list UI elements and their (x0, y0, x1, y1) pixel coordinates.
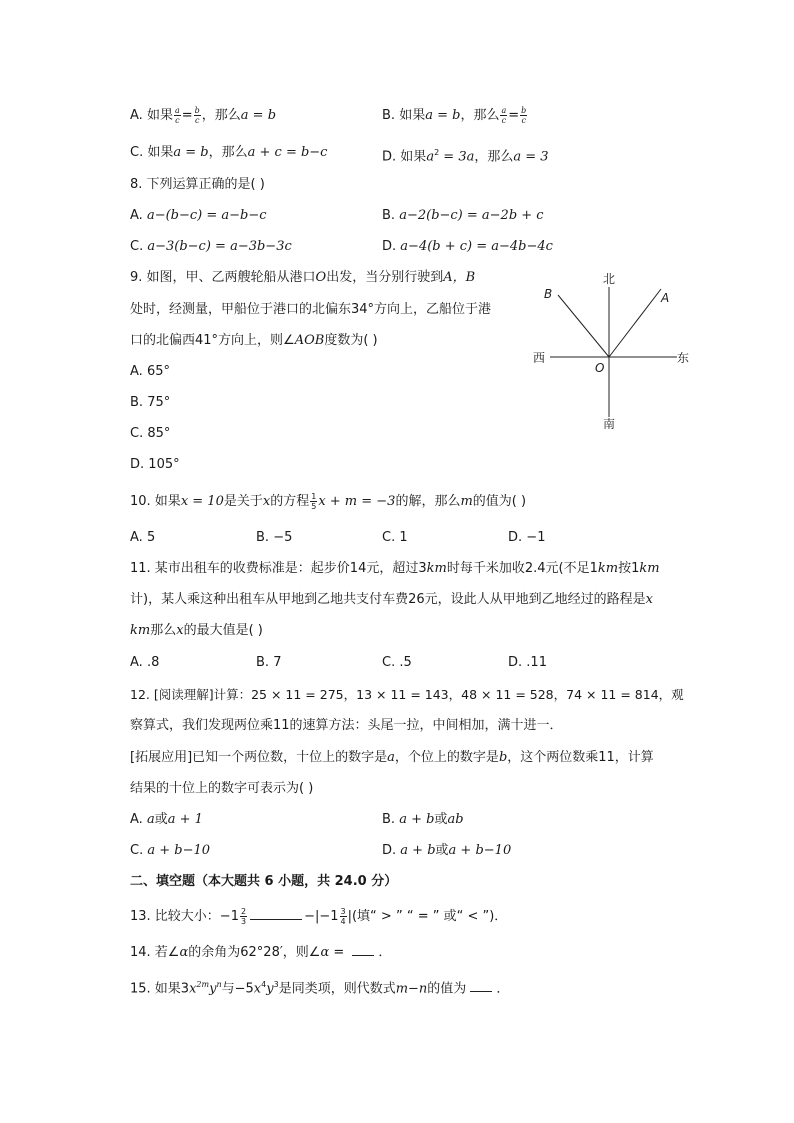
q7-option-a: A. 如果 $\frac{a}{c}$ = $\frac{b}{c}$ ，那么a = b (130, 106, 277, 125)
q11-option-c: C. .5 (382, 655, 412, 670)
label-origin: O (595, 361, 605, 375)
q12-option-a: A. a或a + 1 (130, 812, 203, 827)
label-point-b: B (544, 287, 553, 301)
q14-answer-blank[interactable] (352, 943, 374, 956)
q11-line-1: 11. 某市出租车的收费标准是：起步价14元，超过3km时每千米加收2.4元(不足1km按1km (130, 561, 660, 576)
q7-option-c: C. 如果a = b，那么a + c = b−c (130, 145, 328, 160)
q13-stem: 13. 比较大小：−1 $\frac{2}{3}$ −|−1 $\frac{3}{4}$ |(填“ > ” “ = ” 或“ < ”)． (130, 907, 508, 926)
q10-option-c: C. 1 (382, 530, 408, 545)
section-2-heading: 二、填空题（本大题共 6 小题，共 24.0 分） (130, 874, 398, 889)
q11-option-b: B. 7 (256, 655, 282, 670)
ray-ob (558, 295, 609, 357)
q8-option-a: A. a−(b−c) = a−b−c (130, 208, 267, 223)
q15-answer-blank[interactable] (470, 979, 492, 992)
q9-line-3: 口的北偏西41°方向上，则∠AOB度数为( ) (130, 333, 378, 348)
q11-line-2: 计)，某人乘这种出租车从甲地到乙地共支付车费26元，设此人从甲地到乙地经过的路程是x (130, 592, 653, 607)
q8-stem: 8. 下列运算正确的是( ) (130, 177, 265, 192)
q11-option-a: A. .8 (130, 655, 160, 670)
q9-option-b: B. 75° (130, 395, 171, 410)
q8-option-d: D. a−4(b + c) = a−4b−4c (382, 239, 553, 254)
q11-line-3: km那么x的最大值是( ) (130, 623, 263, 638)
q12-line-4: 结果的十位上的数字可表示为( ) (130, 781, 314, 796)
q14-stem: 14. 若∠α的余角为62°28′，则∠α = ． (130, 945, 392, 960)
q8-option-c: C. a−3(b−c) = a−3b−3c (130, 239, 292, 254)
label-south: 南 (603, 417, 616, 431)
q7-option-d: D. 如果$a^2 = 3a$，那么a = 3 (382, 148, 549, 165)
q7-option-b: B. 如果a = b，那么 $\frac{a}{c}$ = $\frac{b}{c}$ (382, 106, 527, 125)
q12-option-b: B. a + b或ab (382, 812, 464, 827)
q8-option-b: B. a−2(b−c) = a−2b + c (382, 208, 544, 223)
q9-direction-figure (525, 265, 695, 435)
label-north: 北 (603, 272, 616, 286)
q12-line-2: 察算式，我们发现两位乘11的速算方法：头尾一拉，中间相加，满十进一． (130, 718, 563, 733)
q12-line-3: [拓展应用]已知一个两位数，十位上的数字是a，个位上的数字是b，这个两位数乘11，计算 (130, 750, 654, 765)
ray-oa (609, 289, 661, 357)
q10-option-d: D. −1 (508, 530, 546, 545)
label-west: 西 (533, 351, 546, 365)
label-point-a: A (661, 291, 670, 305)
q9-option-d: D. 105° (130, 457, 180, 472)
q9-option-a: A. 65° (130, 364, 170, 379)
q10-stem: 10. 如果x = 10是关于x的方程 $\frac{1}{5}$ x + m = −3的解，那么m的值为( ) (130, 492, 527, 511)
q11-option-d: D. .11 (508, 655, 547, 670)
q10-option-a: A. 5 (130, 530, 156, 545)
q12-option-d: D. a + b或a + b−10 (382, 843, 512, 858)
q13-answer-blank[interactable] (250, 907, 302, 920)
q15-stem: 15. 如果$3x^{2m}y^n$与$-5x^4y^3$是同类项，则代数式m−n的值为 ． (130, 980, 510, 997)
q9-option-c: C. 85° (130, 426, 171, 441)
q12-line-1: 12. [阅读理解]计算：25 × 11 = 275，13 × 11 = 143，48 × 11 = 528，74 × 11 = 814，观 (130, 687, 684, 702)
q10-option-b: B. −5 (256, 530, 293, 545)
q9-line-2: 处时，经测量，甲船位于港口的北偏东34°方向上，乙船位于港 (130, 302, 492, 317)
q12-option-c: C. a + b−10 (130, 843, 211, 858)
q9-line-1: 9. 如图，甲、乙两艘轮船从港口O出发，当分别行驶到A，B (130, 270, 476, 285)
label-east: 东 (677, 351, 690, 365)
